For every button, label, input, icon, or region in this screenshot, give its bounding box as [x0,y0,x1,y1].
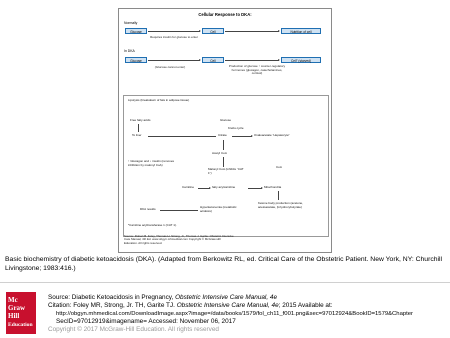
citation-book: Obstetric Intensive Care Manual, 4e [176,302,279,310]
dka-hormones-note: Production of glucose ↑ counter-regulatory hormones (glucagon, catecholamines, cortisol) [228,64,286,76]
dka-glucose-box: Glucose [125,57,147,63]
citation-prefix: Citation: Foley MR, Strong, Jr. TH, Garite TJ. [48,302,177,310]
oxaloacetate-label: Oxaloacetate “Hepatocyte” [254,133,290,137]
dka-results-label: DKA results [140,207,156,211]
normally-arrow-1 [148,31,200,32]
normally-glucose-box: Glucose [125,28,147,34]
citation-url-line-2: SecID=97012919&imagename= Accessed: November 06, 2017 [56,318,236,326]
source-line [48,294,446,302]
logo-line-3: Hill [8,312,20,320]
dka-label: In DKA [124,49,135,53]
normally-nutrition-box: Nutrition of cell [281,28,321,34]
citation-suffix: ; 2015 Available at: [278,302,333,310]
source-block [48,294,446,334]
connector-acetyl [223,157,224,167]
hyperketonemia-label: Hyperketonemia (metabolic acidosis) [200,205,237,213]
krebs-label: Krebs cycle [228,126,244,130]
logo-line-1: Mc [8,296,18,304]
figure-caption: Basic biochemistry of diabetic ketoacidosis (DKA). (Adapted from Berkowitz RL, ed. Critical Care of the Obstetric Patient. New York, NY: Churchill Livingstone; 1983:416.) [5,256,443,272]
malonyl-coa-label: Malonyl CoA (inhibits “CAT 1”) [208,167,244,175]
dka-arrow-1 [148,60,200,61]
dka-starved-box: Cell” (starved) [281,57,321,63]
connector-mito [278,191,279,200]
source-prefix: Source: Diabetic Ketoacidosis in Pregnancy, [48,294,176,301]
pathway-diagram [123,95,329,237]
connector-results [160,210,198,211]
copyright: Copyright © 2017 McGraw-Hill Education. All rights reserved [48,326,219,334]
divider [0,282,450,283]
glucagon-label: ↑ Glucagon and ↓ insulin (removes inhibition by malonyl CoA) [128,159,175,167]
source-book: Obstetric Intensive Care Manual, 4e [175,294,278,301]
dka-glucose-note: (Glucose cannot enter) [154,65,186,69]
to-liver-label: To liver [132,133,142,137]
normally-label: Normally [124,21,138,25]
mcgraw-hill-logo [6,292,36,334]
arrow-oxaloacetate [232,136,252,137]
normally-insulin-note: Requires insulin for glucose to enter [150,35,198,39]
lipolysis-label: Lipolysis (breakdown of fats in adipose tissue) [128,98,190,102]
arrow-carnitine [198,188,210,189]
fatty-acylcarnitine-label: fatty acylcarnitine [212,185,236,189]
free-fatty-acids-label: Free fatty acids [130,118,151,122]
connector-citrate [223,140,224,150]
dka-cell-box: Cell [202,57,224,63]
glucose-label: Glucose [220,118,232,122]
normally-arrow-2 [225,31,279,32]
citation-line [48,302,446,310]
ketone-label: Ketone body production (acetone, acetoacetate, β-hydroxybutyrate) [258,201,304,209]
figure-title: Cellular Response to DKA: [198,12,252,17]
arrow-mitochondria [248,188,262,189]
acetyl-coa-label: Acetyl CoA [212,151,227,155]
normally-cell-box: Cell [202,28,224,34]
citation-url-line-1: http://obgyn.mhmedical.com/DownloadImage.aspx?image=/data/books/1579/fol_ch11_f001.png&sec=97012924&BookID=1579&Chapter [56,311,414,318]
figure-credit: Source: Robert B. Foley, Thomas H. Strong, Jr., Thomas J. Garite: Obstetric Intensive Care Manual, 4th Ed. www.obgyn.mhmedical.com Copyright © McGraw-Hill Education. All rights reserved. [124,234,234,245]
connector-liver [148,136,216,137]
logo-line-4: Education [8,322,33,328]
logo-line-2: Graw [8,304,26,312]
dka-arrow-2 [225,60,279,61]
connector-ffa [138,124,139,132]
carnitine-label: Carnitine [182,185,195,189]
citrate-label: Citrate [218,133,227,137]
mitochondria-label: Mitochondria [264,185,282,189]
coa-label: CoA [276,165,282,169]
footnote: *Carnitine acyltransferase 1 (CAT 1). [128,223,177,227]
figure-image [118,8,332,253]
